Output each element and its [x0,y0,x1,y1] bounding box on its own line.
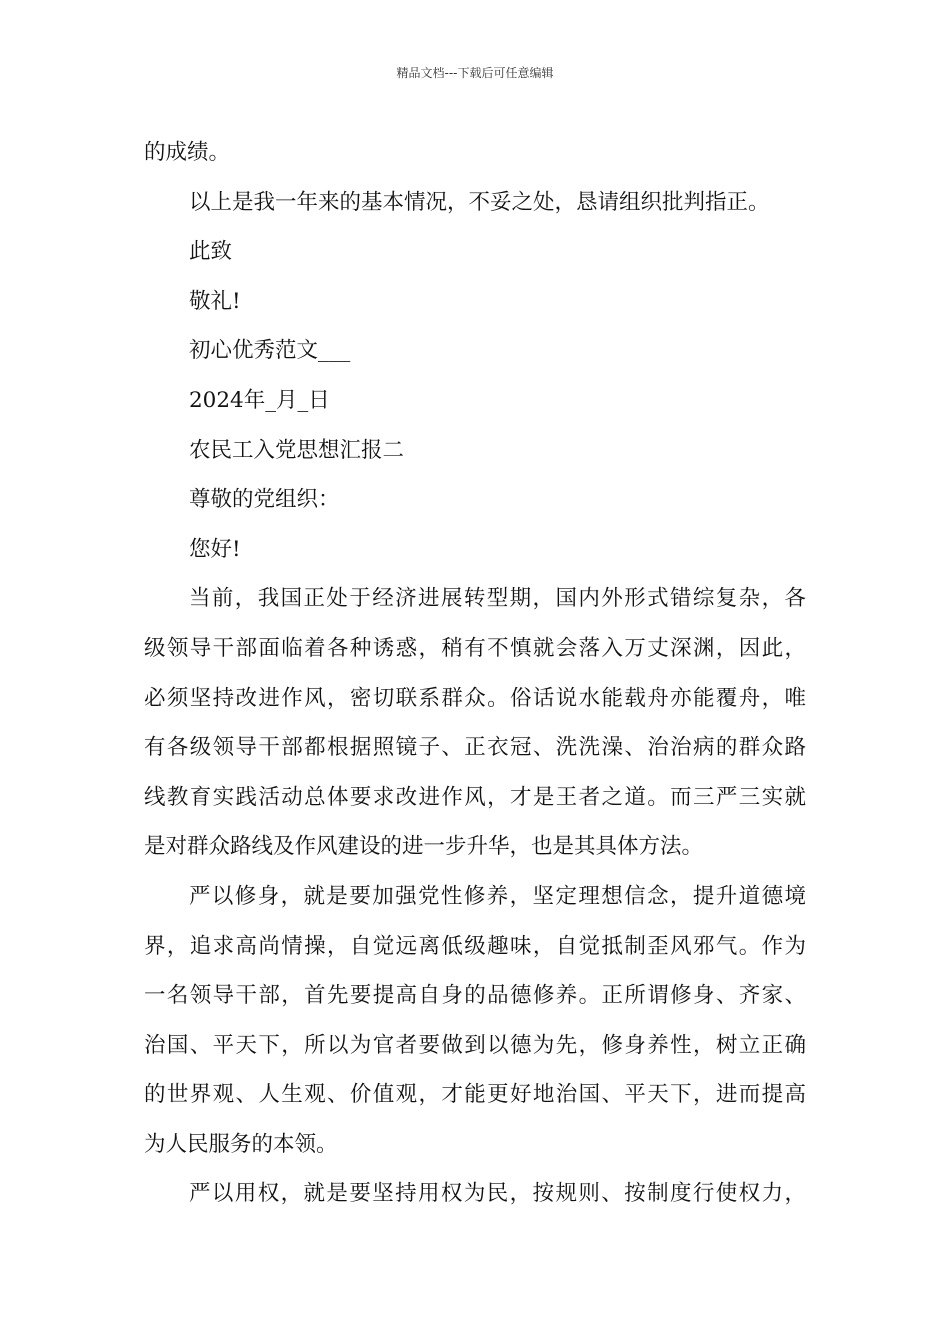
page-header: 精品文档---下载后可任意编辑 [396,66,554,80]
salutation-closing: 此致 [189,239,233,265]
text-line: 治国、平天下，所以为官者要做到以德为先，修身养性，树立正确 [144,1032,806,1058]
text-line: 级领导干部面临着各种诱惑，稍有不慎就会落入万丈深渊，因此， [144,635,806,661]
text-line: 有各级领导干部都根据照镜子、正衣冠、洗洗澡、治治病的群众路 [144,735,806,761]
text-line: 为人民服务的本领。 [144,1131,338,1157]
text-line: 是对群众路线及作风建设的进一步升华，也是其具体方法。 [144,834,704,860]
salutation-regards: 敬礼! [189,288,241,314]
text-line: 当前，我国正处于经济进展转型期，国内外形式错综复杂，各 [189,586,806,612]
greeting-recipient: 尊敬的党组织： [189,487,340,513]
text-line: 严以修身，就是要加强党性修养，坚定理想信念，提升道德境 [189,883,806,909]
text-line: 必须坚持改进作风，密切联系群众。俗话说水能载舟亦能覆舟，唯 [144,685,806,711]
text-line: 一名领导干部，首先要提高自身的品德修养。正所谓修身、齐家、 [144,983,806,1009]
greeting: 您好! [189,536,241,562]
text-line: 以上是我一年来的基本情况，不妥之处，恳请组织批判指正。 [189,189,770,215]
signature: 初心优秀范文___ [189,338,351,364]
text-line: 线教育实践活动总体要求改进作风，才是王者之道。而三严三实就 [144,784,806,810]
section-title: 农民工入党思想汇报二 [189,437,405,463]
text-line: 的成绩。 [144,140,231,165]
text-line: 的世界观、人生观、价值观，才能更好地治国、平天下，进而提高 [144,1082,806,1108]
text-line: 严以用权，就是要坚持用权为民，按规则、按制度行使权力， [189,1181,806,1207]
date-line: 2024年_月_日 [189,387,330,413]
document-body [144,128,806,1219]
text-line: 界，追求高尚情操，自觉远离低级趣味，自觉抵制歪风邪气。作为 [144,933,806,959]
